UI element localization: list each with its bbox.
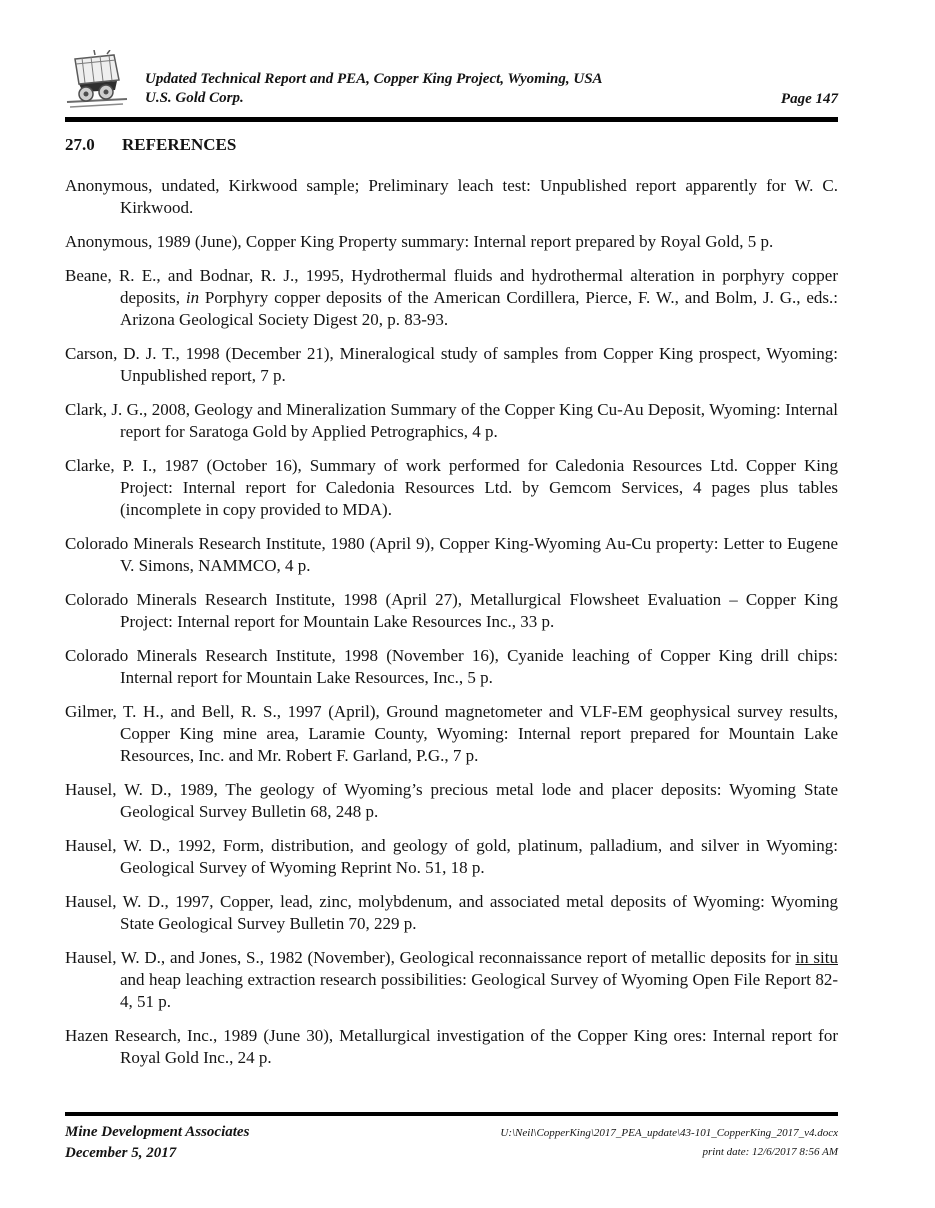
reference-entry: [65, 175, 838, 219]
reference-text-segment: Hausel, W. D., 1989, The geology of Wyoming’s precious metal lode and placer deposits: Wyoming State Geological Survey Bulletin 68, 248 p.: [65, 780, 838, 821]
reference-entry: [65, 343, 838, 387]
reference-text-segment: Hausel, W. D., 1992, Form, distribution, and geology of gold, platinum, palladium, and silver in Wyoming: Geological Survey of Wyoming Reprint No. 51, 18 p.: [65, 836, 838, 877]
page-number: Page 147: [780, 91, 838, 107]
footer-left: [65, 1122, 249, 1164]
section-number: 27.0: [65, 135, 95, 154]
reference-text-segment: Hazen Research, Inc., 1989 (June 30), Metallurgical investigation of the Copper King ores: Internal report for Royal Gold Inc., 24 p.: [65, 1026, 838, 1067]
reference-entry: [65, 835, 838, 879]
reference-entry: [65, 399, 838, 443]
reference-entry: [65, 701, 838, 767]
reference-text-segment: Colorado Minerals Research Institute, 1998 (April 27), Metallurgical Flowsheet Evaluation – Copper King Project: Internal report for Mountain Lake Resources Inc., 33 p.: [65, 590, 838, 631]
report-company: U.S. Gold Corp.: [145, 90, 244, 106]
section-heading: [65, 135, 838, 155]
reference-entry: [65, 947, 838, 1013]
reference-entry: [65, 455, 838, 521]
reference-text-segment: Anonymous, 1989 (June), Copper King Property summary: Internal report prepared by Royal Gold, 5 p.: [65, 232, 774, 251]
reference-entry: [65, 1025, 838, 1069]
reference-entry: [65, 891, 838, 935]
reference-entry: [65, 533, 838, 577]
references-list: [65, 175, 838, 1069]
reference-text-segment: Clarke, P. I., 1987 (October 16), Summary of work performed for Caledonia Resources Ltd. Copper King Project: Internal report for Caledonia Resources Ltd. by Gemcom Services, 4 pages plus tables (incomplete in copy provided to MDA).: [65, 456, 838, 519]
footer-print-date: print date: 12/6/2017 8:56 AM: [702, 1146, 838, 1158]
footer-date: December 5, 2017: [65, 1145, 177, 1161]
report-title: Updated Technical Report and PEA, Copper King Project, Wyoming, USA: [145, 71, 603, 87]
section-title: REFERENCES: [122, 135, 237, 154]
reference-text-segment: Clark, J. G., 2008, Geology and Mineralization Summary of the Copper King Cu-Au Deposit, Wyoming: Internal report for Saratoga Gold by Applied Petrographics, 4 p.: [65, 400, 838, 441]
footer-file-path: U:\Neil\CopperKing\2017_PEA_update\43-101_CopperKing_2017_v4.docx: [500, 1127, 838, 1139]
reference-text-segment: in situ: [795, 948, 838, 967]
reference-entry: [65, 645, 838, 689]
reference-text-segment: Gilmer, T. H., and Bell, R. S., 1997 (April), Ground magnetometer and VLF-EM geophysical survey results, Copper King mine area, Laramie County, Wyoming: Internal report prepared for Mountain Lake Resources, Inc. and Mr. Robert F. Garland, P.G., 7 p.: [65, 702, 838, 765]
reference-text-segment: and heap leaching extraction research possibilities: Geological Survey of Wyoming Open File Report 82-4, 51 p.: [120, 970, 838, 1011]
page-header: [65, 50, 838, 122]
reference-entry: [65, 265, 838, 331]
reference-text-segment: in: [185, 288, 200, 307]
mine-cart-logo-icon: [65, 50, 129, 110]
reference-text-segment: Anonymous, undated, Kirkwood sample; Preliminary leach test: Unpublished report apparently for W. C. Kirkwood.: [65, 176, 838, 217]
reference-text-segment: Carson, D. J. T., 1998 (December 21), Mineralogical study of samples from Copper King prospect, Wyoming: Unpublished report, 7 p.: [65, 344, 838, 385]
reference-text-segment: Porphyry copper deposits of the American Cordillera, Pierce, F. W., and Bolm, J. G., eds.: Arizona Geological Society Digest 20, p. 83-93.: [120, 288, 838, 329]
reference-entry: [65, 589, 838, 633]
reference-text-segment: Hausel, W. D., 1997, Copper, lead, zinc, molybdenum, and associated metal deposits of Wyoming: Wyoming State Geological Survey Bulletin 70, 229 p.: [65, 892, 838, 933]
footer-company: Mine Development Associates: [65, 1124, 250, 1140]
reference-entry: [65, 231, 838, 253]
footer-right: [500, 1122, 838, 1162]
page-footer: [65, 1112, 838, 1164]
reference-text-segment: Hausel, W. D., and Jones, S., 1982 (November), Geological reconnaissance report of metallic deposits for: [65, 948, 796, 967]
report-title-block: [145, 70, 781, 110]
reference-text-segment: Beane, R. E., and Bodnar, R. J., 1995, Hydrothermal fluids and hydrothermal alteration in porphyry copper deposits,: [65, 266, 838, 307]
reference-text-segment: Colorado Minerals Research Institute, 1998 (November 16), Cyanide leaching of Copper King drill chips: Internal report for Mountain Lake Resources, Inc., 5 p.: [65, 646, 838, 687]
reference-entry: [65, 779, 838, 823]
reference-text-segment: Colorado Minerals Research Institute, 1980 (April 9), Copper King-Wyoming Au-Cu property: Letter to Eugene V. Simons, NAMMCO, 4 p.: [65, 534, 838, 575]
